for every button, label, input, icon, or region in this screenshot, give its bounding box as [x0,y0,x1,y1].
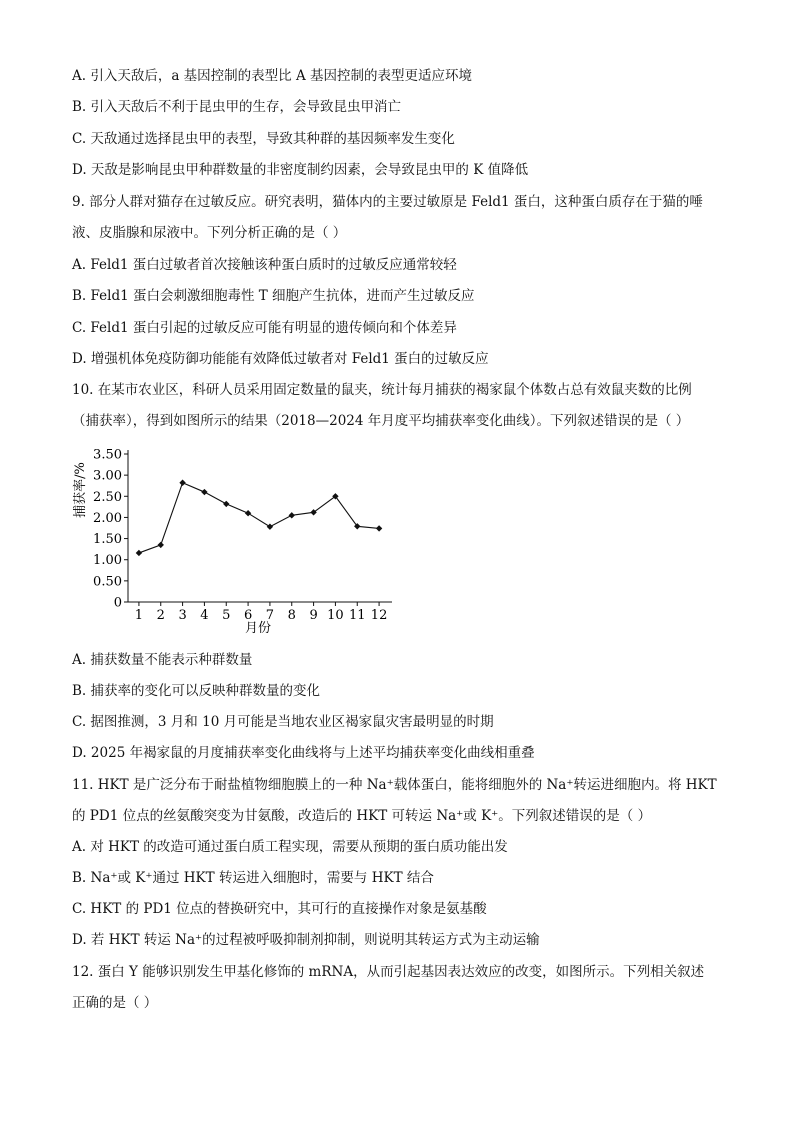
data-point-marker [201,489,207,495]
data-point-marker [267,524,273,530]
q11-stem-line1: 11. HKT 是广泛分布于耐盐植物细胞膜上的一种 Na⁺载体蛋白，能将细胞外的 Na⁺转运进细胞内。将 HKT [72,777,717,793]
q8-option-a: A. 引入天敌后，a 基因控制的表型比 A 基因控制的表型更适应环境 [72,68,473,84]
q11-option-b: B. Na⁺或 K⁺通过 HKT 转运进入细胞时，需要与 HKT 结合 [72,870,434,886]
q12-stem-line2: 正确的是（ ） [72,995,158,1011]
q10-stem-line1: 10. 在某市农业区，科研人员采用固定数量的鼠夹，统计每月捕获的褐家鼠个体数占总有效鼠夹数的比例 [72,382,692,398]
x-tick-label: 11 [348,608,366,623]
x-tick-label: 8 [287,608,296,623]
x-tick-label: 12 [370,608,388,623]
y-tick-label: 0.50 [93,574,122,590]
x-tick-label: 6 [243,608,253,623]
y-tick-label: 2.00 [93,510,122,526]
data-point-marker [289,512,295,518]
q11-option-d: D. 若 HKT 转运 Na⁺的过程被呼吸抑制剂抑制，则说明其转运方式为主动运输 [72,932,540,948]
x-tick-label: 2 [156,608,165,623]
x-tick-label: 7 [265,608,275,623]
x-axis-label: 月份 [244,621,272,636]
y-tick-label: 3.00 [93,468,122,484]
y-tick-label: 0 [113,595,122,611]
q10-stem-line2: （捕获率），得到如图所示的结果（2018—2024 年月度平均捕获率变化曲线）。下列叙述错误的是（ ） [72,413,690,429]
x-axis-ticks [135,602,388,623]
q9-option-b: B. Feld1 蛋白会刺激细胞毒性 T 细胞产生抗体，进而产生过敏反应 [72,288,475,304]
q12-stem-line1: 12. 蛋白 Y 能够识别发生甲基化修饰的 mRNA，从而引起基因表达效应的改变，如图所示。下列相关叙述 [72,964,705,980]
data-point-marker [245,510,251,516]
q8-option-b: B. 引入天敌后不利于昆虫甲的生存，会导致昆虫甲消亡 [72,99,402,115]
y-tick-label: 3.50 [93,447,122,463]
q8-option-d: D. 天敌是影响昆虫甲种群数量的非密度制约因素，会导致昆虫甲的 K 值降低 [72,162,529,178]
q9-option-d: D. 增强机体免疫防御功能能有效降低过敏者对 Feld1 蛋白的过敏反应 [72,351,489,367]
q9-option-c: C. Feld1 蛋白引起的过敏反应可能有明显的遗传倾向和个体差异 [72,320,457,336]
q11-option-a: A. 对 HKT 的改造可通过蛋白质工程实现，需要从预期的蛋白质功能出发 [72,839,508,855]
x-tick-label: 3 [178,608,187,623]
y-axis-label: 捕获率/% [73,462,88,518]
x-tick-label: 1 [134,608,144,623]
capture-rate-chart [72,440,402,640]
data-point-marker [158,542,164,548]
q10-option-c: C. 据图推测，3 月和 10 月可能是当地农业区褐家鼠灾害最明显的时期 [72,714,494,730]
x-tick-label: 9 [309,608,318,623]
x-tick-label: 5 [222,608,231,623]
y-tick-label: 2.50 [93,489,122,505]
data-point-marker [223,501,229,507]
data-point-marker [376,525,382,531]
data-point-marker [179,480,185,486]
y-tick-label: 1.50 [93,532,122,548]
x-tick-label: 4 [200,608,209,623]
q11-option-c: C. HKT 的 PD1 位点的替换研究中，其可行的直接操作对象是氨基酸 [72,901,487,917]
series-line [139,483,379,553]
y-axis-ticks [93,448,128,611]
capture-rate-chart-svg [72,440,402,640]
y-tick-label: 1.00 [93,553,122,569]
q10-option-a: A. 捕获数量不能表示种群数量 [72,652,253,668]
q9-stem-line2: 液、皮脂腺和尿液中。下列分析正确的是（ ） [72,225,347,241]
q10-option-b: B. 捕获率的变化可以反映种群数量的变化 [72,683,321,699]
q9-option-a: A. Feld1 蛋白过敏者首次接触该种蛋白质时的过敏反应通常较轻 [72,257,457,273]
q11-stem-line2: 的 PD1 位点的丝氨酸突变为甘氨酸，改造后的 HKT 可转运 Na⁺或 K⁺。下列叙述错误的是（ ） [72,808,652,824]
q9-stem-line1: 9. 部分人群对猫存在过敏反应。研究表明，猫体内的主要过敏原是 Feld1 蛋白，这种蛋白质存在于猫的唾 [72,194,703,210]
data-point-marker [136,550,142,556]
q10-option-d: D. 2025 年褐家鼠的月度捕获率变化曲线将与上述平均捕获率变化曲线相重叠 [72,745,535,761]
q8-option-c: C. 天敌通过选择昆虫甲的表型，导致其种群的基因频率发生变化 [72,131,455,147]
capture-rate-series [136,480,383,557]
x-tick-label: 10 [327,608,344,623]
